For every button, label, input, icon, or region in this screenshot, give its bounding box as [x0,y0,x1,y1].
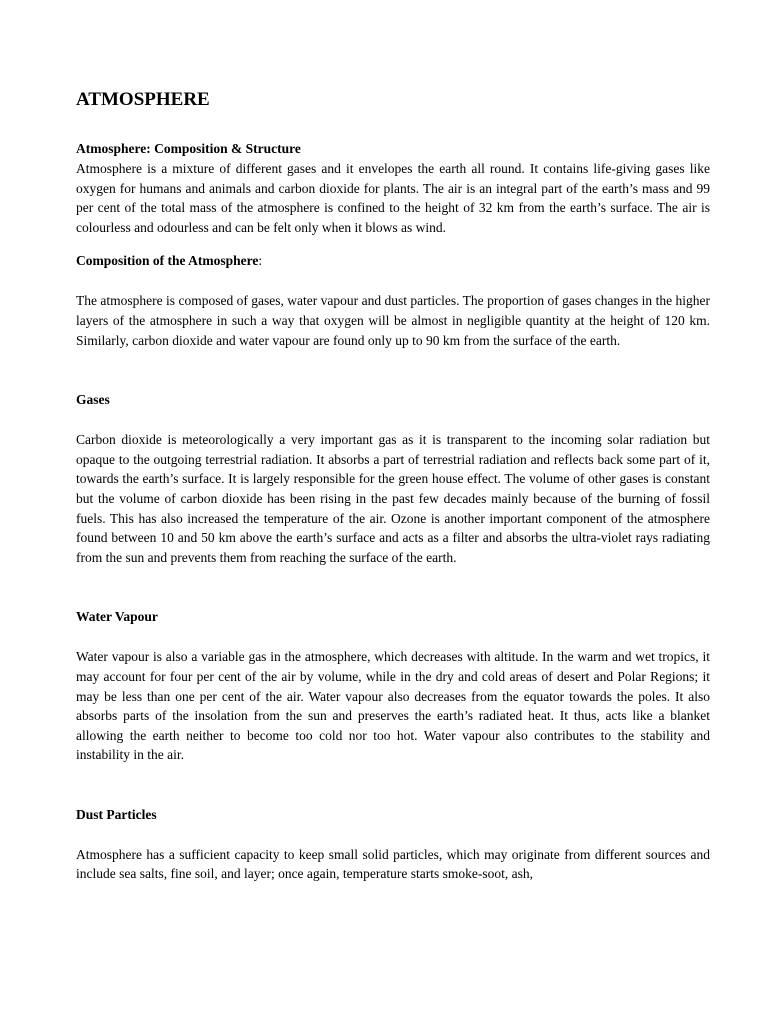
section-heading: Atmosphere: Composition & Structure [76,141,301,156]
section-gases [76,390,710,567]
section-paragraph: Carbon dioxide is meteorologically a very important gas as it is transparent to the incoming solar radiation but opaque to the outgoing terrestrial radiation. It absorbs a part of terrestrial radiation and reflects back some part of it, towards the earth’s surface. It is largely responsible for the green house effect. The volume of other gases is constant but the volume of carbon dioxide has been rising in the past few decades mainly because of the burning of fossil fuels. This has also increased the temperature of the air. Ozone is another important component of the atmosphere found between 10 and 50 km above the earth’s surface and acts as a filter and absorbs the ultra-violet rays radiating from the sun and prevents them from reaching the surface of the earth. [76,432,710,565]
section-dust-particles [76,805,710,884]
section-heading: Water Vapour [76,609,158,625]
section-heading: Dust Particles [76,806,157,822]
section-composition-structure [76,139,710,237]
section-paragraph: The atmosphere is composed of gases, water vapour and dust particles. The proportion of gases changes in the higher layers of the atmosphere in such a way that oxygen will be almost in negligible quantity at the height of 120 km. Similarly, carbon dioxide and water vapour are found only up to 90 km from the surface of the earth. [76,293,710,348]
section-paragraph: Atmosphere is a mixture of different gases and it envelopes the earth all round. It contains life-giving gases like oxygen for humans and animals and carbon dioxide for plants. The air is an integral part of the earth’s mass and 99 per cent of the total mass of the atmosphere is confined to the height of 32 km from the earth’s surface. The air is colourless and odourless and can be felt only when it blows as wind. [76,161,710,235]
section-heading [76,251,710,271]
section-heading-text: Composition of the Atmosphere [76,253,259,269]
section-paragraph: Water vapour is also a variable gas in the atmosphere, which decreases with altitude. In the warm and wet tropics, it may account for four per cent of the air by volume, while in the dry and cold areas of desert and Polar Regions; it may be less than one per cent of the air. Water vapour also decreases from the equator towards the poles. It also absorbs parts of the insolation from the sun and preserves the earth’s radiated heat. It thus, acts like a blanket allowing the earth neither to become too cold nor too hot. Water vapour also contributes to the stability and instability in the air. [76,649,710,763]
section-heading: Gases [76,392,110,408]
section-water-vapour [76,607,710,765]
section-heading-suffix: : [258,253,263,269]
document-body [76,88,710,884]
section-composition [76,251,710,350]
document-title: ATMOSPHERE [76,89,210,110]
section-paragraph: Atmosphere has a sufficient capacity to keep small solid particles, which may originate from different sources and include sea salts, fine soil, and layer; once again, temperature starts smoke-soot, ash, [76,846,710,882]
